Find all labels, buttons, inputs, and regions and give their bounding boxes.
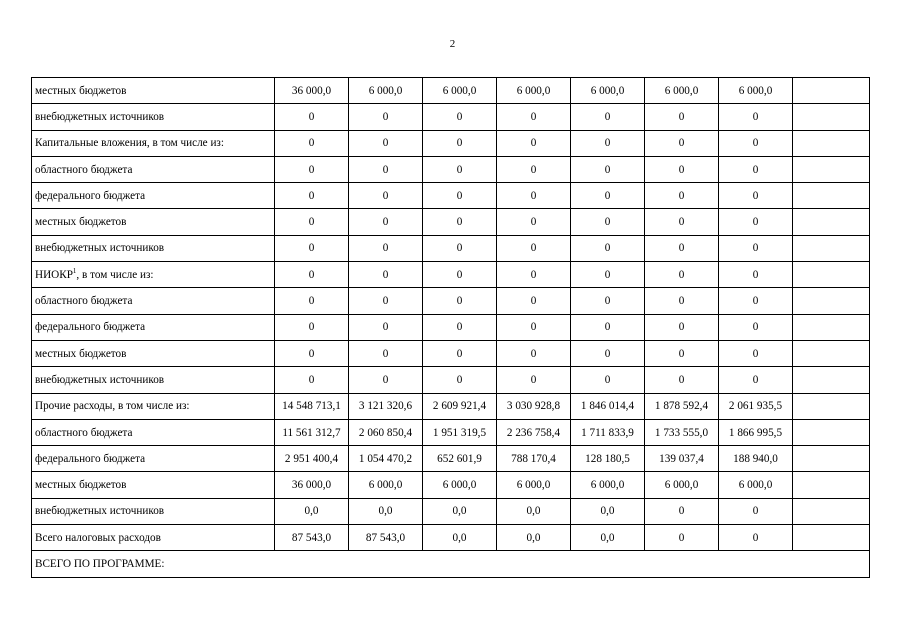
- row-label: Всего налоговых расходов: [32, 525, 275, 551]
- value-cell: 0: [349, 156, 423, 182]
- value-cell: 14 548 713,1: [275, 393, 349, 419]
- value-cell: 0: [719, 262, 793, 288]
- empty-cell: [793, 104, 870, 130]
- empty-cell: [793, 288, 870, 314]
- value-cell: 6 000,0: [423, 78, 497, 104]
- budget-table: [31, 77, 870, 578]
- value-cell: 0: [497, 340, 571, 366]
- value-cell: 6 000,0: [349, 78, 423, 104]
- value-cell: 0: [349, 262, 423, 288]
- value-cell: 0: [719, 156, 793, 182]
- value-cell: 0: [497, 183, 571, 209]
- value-cell: 0,0: [497, 498, 571, 524]
- row-label: местных бюджетов: [32, 209, 275, 235]
- total-row: [32, 551, 870, 577]
- value-cell: 0: [275, 183, 349, 209]
- value-cell: 0: [645, 367, 719, 393]
- value-cell: 0: [275, 314, 349, 340]
- row-label: областного бюджета: [32, 156, 275, 182]
- value-cell: 0: [571, 104, 645, 130]
- empty-cell: [793, 235, 870, 261]
- row-label: внебюджетных источников: [32, 235, 275, 261]
- empty-cell: [793, 393, 870, 419]
- value-cell: 0: [571, 314, 645, 340]
- value-cell: 0,0: [275, 498, 349, 524]
- table-row: [32, 314, 870, 340]
- value-cell: 0,0: [497, 525, 571, 551]
- value-cell: 0: [275, 130, 349, 156]
- table-row: [32, 340, 870, 366]
- empty-cell: [793, 130, 870, 156]
- value-cell: 188 940,0: [719, 446, 793, 472]
- empty-cell: [793, 340, 870, 366]
- value-cell: 0: [645, 525, 719, 551]
- row-label: Капитальные вложения, в том числе из:: [32, 130, 275, 156]
- row-label: [32, 262, 275, 288]
- row-label: внебюджетных источников: [32, 367, 275, 393]
- value-cell: 0: [423, 183, 497, 209]
- table-row: [32, 446, 870, 472]
- value-cell: 0: [497, 314, 571, 340]
- value-cell: 0: [571, 288, 645, 314]
- table-row: [32, 130, 870, 156]
- table-row: [32, 393, 870, 419]
- empty-cell: [793, 498, 870, 524]
- value-cell: 0: [719, 209, 793, 235]
- value-cell: 788 170,4: [497, 446, 571, 472]
- page-number: 2: [449, 38, 456, 50]
- value-cell: 0: [349, 340, 423, 366]
- value-cell: 0: [571, 130, 645, 156]
- table-row: [32, 104, 870, 130]
- value-cell: 0: [571, 340, 645, 366]
- value-cell: 0: [645, 156, 719, 182]
- value-cell: 6 000,0: [423, 472, 497, 498]
- row-label: областного бюджета: [32, 288, 275, 314]
- value-cell: 0: [719, 525, 793, 551]
- value-cell: 0: [275, 288, 349, 314]
- value-cell: 0: [423, 156, 497, 182]
- row-label: внебюджетных источников: [32, 498, 275, 524]
- value-cell: 3 030 928,8: [497, 393, 571, 419]
- value-cell: 0: [645, 183, 719, 209]
- table-row: [32, 525, 870, 551]
- value-cell: 0: [349, 367, 423, 393]
- table-row: [32, 235, 870, 261]
- value-cell: 1 866 995,5: [719, 419, 793, 445]
- value-cell: 0: [349, 104, 423, 130]
- value-cell: 0: [571, 183, 645, 209]
- value-cell: 652 601,9: [423, 446, 497, 472]
- table-row: [32, 498, 870, 524]
- value-cell: 1 733 555,0: [645, 419, 719, 445]
- value-cell: 6 000,0: [497, 472, 571, 498]
- row-label: внебюджетных источников: [32, 104, 275, 130]
- empty-cell: [793, 314, 870, 340]
- empty-cell: [793, 525, 870, 551]
- value-cell: 0: [423, 340, 497, 366]
- table-row: [32, 419, 870, 445]
- value-cell: 0: [275, 156, 349, 182]
- value-cell: 0: [349, 314, 423, 340]
- table-row: [32, 156, 870, 182]
- value-cell: 0: [571, 156, 645, 182]
- empty-cell: [793, 446, 870, 472]
- empty-cell: [793, 419, 870, 445]
- budget-table-body: [32, 78, 870, 578]
- value-cell: 0,0: [423, 498, 497, 524]
- value-cell: 0: [349, 288, 423, 314]
- row-label: федерального бюджета: [32, 446, 275, 472]
- value-cell: 2 951 400,4: [275, 446, 349, 472]
- value-cell: 0: [571, 262, 645, 288]
- row-label: местных бюджетов: [32, 472, 275, 498]
- value-cell: 0: [349, 235, 423, 261]
- value-cell: 87 543,0: [349, 525, 423, 551]
- value-cell: 0: [423, 367, 497, 393]
- table-row: [32, 262, 870, 288]
- total-row-label: ВСЕГО ПО ПРОГРАММЕ:: [32, 551, 870, 577]
- value-cell: 0: [497, 288, 571, 314]
- value-cell: 0: [275, 209, 349, 235]
- value-cell: 139 037,4: [645, 446, 719, 472]
- value-cell: 0: [497, 367, 571, 393]
- value-cell: 0: [423, 130, 497, 156]
- value-cell: 0: [275, 367, 349, 393]
- value-cell: 0: [645, 104, 719, 130]
- value-cell: 0: [719, 288, 793, 314]
- value-cell: 0,0: [423, 525, 497, 551]
- value-cell: 6 000,0: [497, 78, 571, 104]
- value-cell: 6 000,0: [645, 472, 719, 498]
- value-cell: 36 000,0: [275, 78, 349, 104]
- value-cell: 0: [645, 130, 719, 156]
- value-cell: 0: [719, 367, 793, 393]
- empty-cell: [793, 472, 870, 498]
- empty-cell: [793, 78, 870, 104]
- value-cell: 1 054 470,2: [349, 446, 423, 472]
- value-cell: 1 878 592,4: [645, 393, 719, 419]
- table-row: [32, 367, 870, 393]
- value-cell: 0: [423, 262, 497, 288]
- value-cell: 1 951 319,5: [423, 419, 497, 445]
- value-cell: 6 000,0: [645, 78, 719, 104]
- value-cell: 0: [719, 104, 793, 130]
- row-label: областного бюджета: [32, 419, 275, 445]
- table-row: [32, 288, 870, 314]
- value-cell: 0: [349, 183, 423, 209]
- value-cell: 0: [423, 209, 497, 235]
- value-cell: 0,0: [349, 498, 423, 524]
- row-label: местных бюджетов: [32, 340, 275, 366]
- row-label-text: НИОКР: [35, 268, 73, 281]
- row-label: федерального бюджета: [32, 183, 275, 209]
- empty-cell: [793, 367, 870, 393]
- value-cell: 0: [719, 340, 793, 366]
- value-cell: 128 180,5: [571, 446, 645, 472]
- value-cell: 0: [497, 130, 571, 156]
- value-cell: 11 561 312,7: [275, 419, 349, 445]
- value-cell: 0: [719, 235, 793, 261]
- value-cell: 0: [497, 262, 571, 288]
- value-cell: 0: [275, 104, 349, 130]
- row-label-suffix: , в том числе из:: [76, 268, 154, 281]
- value-cell: 0: [719, 183, 793, 209]
- empty-cell: [793, 183, 870, 209]
- value-cell: 0: [497, 104, 571, 130]
- value-cell: 0,0: [571, 525, 645, 551]
- value-cell: 87 543,0: [275, 525, 349, 551]
- value-cell: 0: [497, 235, 571, 261]
- table-row: [32, 78, 870, 104]
- empty-cell: [793, 262, 870, 288]
- value-cell: 0: [645, 314, 719, 340]
- value-cell: 0: [645, 498, 719, 524]
- value-cell: 0: [571, 209, 645, 235]
- row-label: Прочие расходы, в том числе из:: [32, 393, 275, 419]
- footnote-marker: 1: [72, 266, 77, 275]
- value-cell: 6 000,0: [719, 78, 793, 104]
- value-cell: 0: [645, 209, 719, 235]
- value-cell: 6 000,0: [349, 472, 423, 498]
- value-cell: 2 061 935,5: [719, 393, 793, 419]
- value-cell: 0: [571, 367, 645, 393]
- value-cell: 0: [349, 209, 423, 235]
- value-cell: 1 711 833,9: [571, 419, 645, 445]
- table-row: [32, 183, 870, 209]
- value-cell: 0: [645, 340, 719, 366]
- value-cell: 0: [645, 235, 719, 261]
- value-cell: 0: [497, 156, 571, 182]
- value-cell: 0: [423, 104, 497, 130]
- value-cell: 0: [275, 340, 349, 366]
- value-cell: 0: [349, 130, 423, 156]
- value-cell: 0,0: [571, 498, 645, 524]
- value-cell: 2 236 758,4: [497, 419, 571, 445]
- value-cell: 6 000,0: [719, 472, 793, 498]
- value-cell: 36 000,0: [275, 472, 349, 498]
- value-cell: 1 846 014,4: [571, 393, 645, 419]
- value-cell: 0: [719, 130, 793, 156]
- value-cell: 0: [645, 288, 719, 314]
- value-cell: 0: [423, 235, 497, 261]
- value-cell: 0: [719, 498, 793, 524]
- value-cell: 0: [275, 235, 349, 261]
- value-cell: 0: [423, 288, 497, 314]
- table-row: [32, 472, 870, 498]
- value-cell: 0: [423, 314, 497, 340]
- value-cell: 0: [571, 235, 645, 261]
- value-cell: 2 060 850,4: [349, 419, 423, 445]
- value-cell: 3 121 320,6: [349, 393, 423, 419]
- empty-cell: [793, 209, 870, 235]
- row-label: федерального бюджета: [32, 314, 275, 340]
- value-cell: 0: [719, 314, 793, 340]
- value-cell: 2 609 921,4: [423, 393, 497, 419]
- value-cell: 6 000,0: [571, 78, 645, 104]
- value-cell: 0: [645, 262, 719, 288]
- value-cell: 0: [497, 209, 571, 235]
- row-label: местных бюджетов: [32, 78, 275, 104]
- table-row: [32, 209, 870, 235]
- empty-cell: [793, 156, 870, 182]
- value-cell: 0: [275, 262, 349, 288]
- value-cell: 6 000,0: [571, 472, 645, 498]
